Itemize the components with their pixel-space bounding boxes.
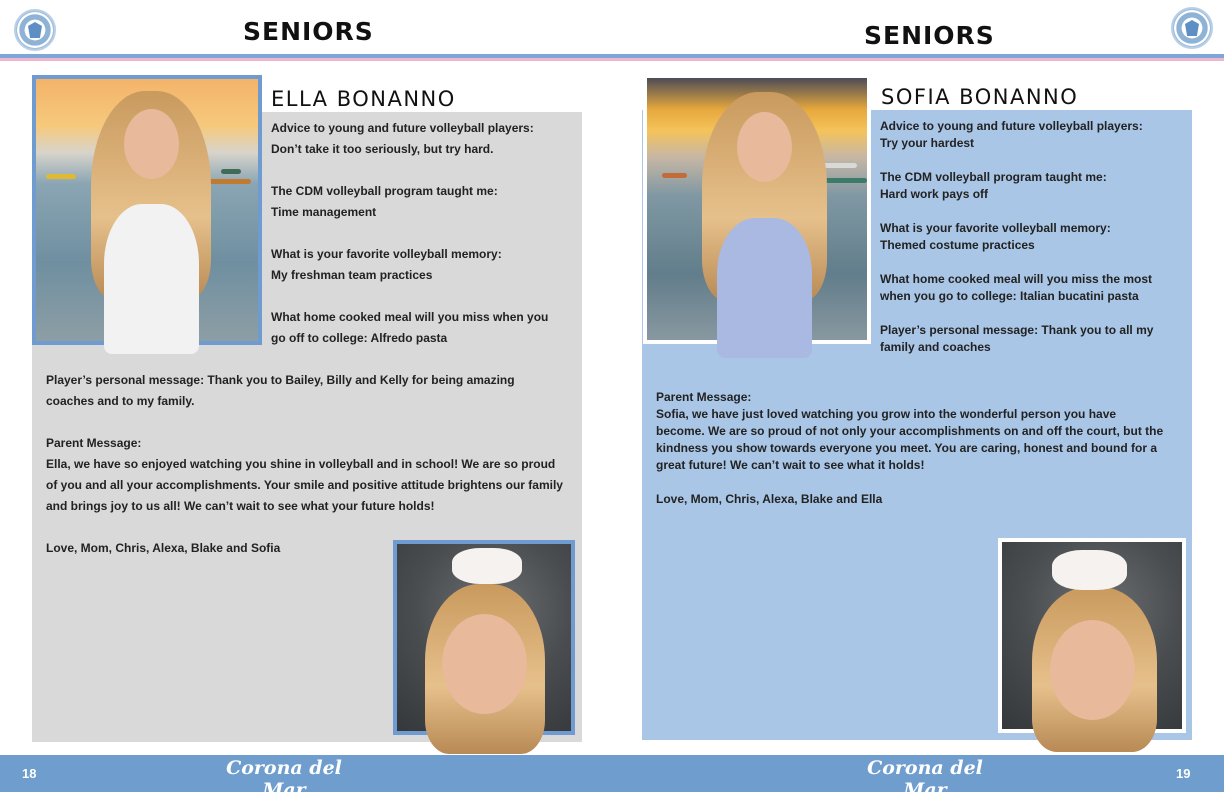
qa-line: What is your favorite volleyball memory: <box>880 221 1111 235</box>
qa-line: Player’s personal message: Thank you to all my <box>880 323 1154 337</box>
logo-script: Corona del Mar <box>867 757 983 801</box>
qa-line: Advice to young and future volleyball players: <box>880 119 1143 133</box>
qa-line: What home cooked meal will you miss when you <box>271 310 549 324</box>
qa-line: Hard work pays off <box>880 187 989 201</box>
right-senior-name: SOFIA BONANNO <box>881 85 1079 109</box>
school-seal-icon <box>14 9 56 51</box>
qa-line: My freshman team practices <box>271 268 433 282</box>
school-seal-icon <box>1171 7 1213 49</box>
message-line: Parent Message: <box>46 436 142 450</box>
message-line: and brings joy to us all! We can’t wait to see what your future holds! <box>46 499 435 513</box>
left-page-number: 18 <box>22 766 37 781</box>
sofia-childhood-photo <box>998 538 1186 733</box>
right-footer-logo <box>860 757 990 810</box>
right-message-block <box>656 389 1184 508</box>
logo-subtitle: VOLLEYBALL <box>236 802 332 809</box>
message-line: Parent Message: <box>656 390 752 404</box>
right-page-number: 19 <box>1176 766 1191 781</box>
left-message-block <box>46 370 576 559</box>
left-qa-block <box>271 118 576 349</box>
qa-line: Try your hardest <box>880 136 975 150</box>
right-qa-block <box>880 118 1185 356</box>
qa-line: Time management <box>271 205 377 219</box>
qa-line: family and coaches <box>880 340 991 354</box>
qa-line: What home cooked meal will you miss the most <box>880 272 1153 286</box>
qa-line: Themed costume practices <box>880 238 1035 252</box>
left-footer-logo <box>219 757 349 810</box>
message-line: Sofia, we have just loved watching you grow into the wonderful person you have <box>656 407 1117 421</box>
message-line: become. We are so proud of not only your accomplishments on and off the court, but the <box>656 424 1164 438</box>
qa-line: The CDM volleyball program taught me: <box>880 170 1107 184</box>
qa-line: What is your favorite volleyball memory: <box>271 247 502 261</box>
message-line: Love, Mom, Chris, Alexa, Blake and Ella <box>656 492 883 506</box>
logo-script: Corona del Mar <box>226 757 342 801</box>
message-line: coaches and to my family. <box>46 394 195 408</box>
qa-line: Don’t take it too seriously, but try hard. <box>271 142 494 156</box>
qa-line: Advice to young and future volleyball players: <box>271 121 534 135</box>
left-page-heading: SENIORS <box>243 17 374 46</box>
logo-subtitle: VOLLEYBALL <box>877 802 973 809</box>
message-line: kindness you show towards everyone you meet. You are caring, honest and bound for a <box>656 441 1157 455</box>
qa-line: when you go to college: Italian bucatini pasta <box>880 289 1139 303</box>
message-line: Ella, we have so enjoyed watching you shine in volleyball and in school! We are so proud <box>46 457 556 471</box>
qa-line: go off to college: Alfredo pasta <box>271 331 448 345</box>
right-page-heading: SENIORS <box>864 21 995 50</box>
message-line: Love, Mom, Chris, Alexa, Blake and Sofia <box>46 541 281 555</box>
message-line: great future! We can’t wait to see what it holds! <box>656 458 925 472</box>
message-line: of you and all your accomplishments. Your smile and positive attitude brightens our family <box>46 478 563 492</box>
ella-senior-photo <box>32 75 262 345</box>
sofia-senior-photo <box>643 74 871 344</box>
left-senior-name: ELLA BONANNO <box>271 87 456 111</box>
ella-childhood-photo <box>393 540 575 735</box>
header-rule-pink <box>0 58 1224 61</box>
footer-bar <box>0 755 1224 792</box>
message-line: Player’s personal message: Thank you to Bailey, Billy and Kelly for being amazing <box>46 373 515 387</box>
qa-line: The CDM volleyball program taught me: <box>271 184 498 198</box>
